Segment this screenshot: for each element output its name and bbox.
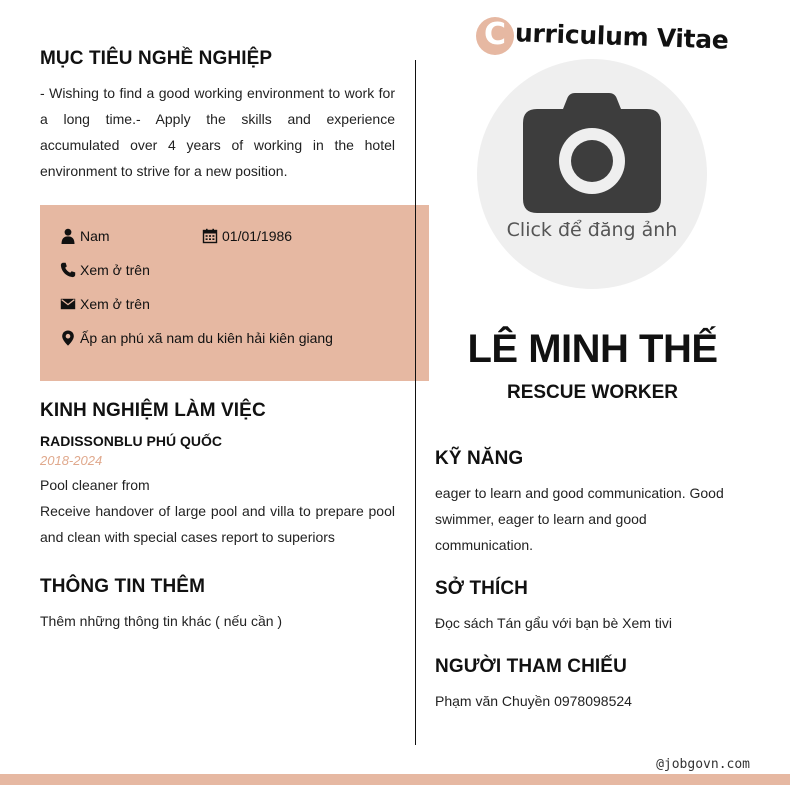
address-value: Ấp an phú xã nam du kiên hải kiên giang xyxy=(80,330,333,346)
upload-photo-label[interactable]: Click để đăng ảnh xyxy=(506,219,678,241)
person-icon xyxy=(60,228,76,244)
gender-row[interactable] xyxy=(60,228,110,244)
birthdate-row[interactable] xyxy=(202,228,292,244)
gender-value: Nam xyxy=(80,228,110,244)
cv-logo-text: urriculum Vitae xyxy=(514,17,729,55)
job-description[interactable]: Receive handover of large pool and villa to prepare pool and clean with special cases report to superiors xyxy=(40,503,395,545)
skills-section xyxy=(435,448,735,558)
experience-heading: KINH NGHIỆM LÀM VIỆC xyxy=(40,400,266,421)
job-position[interactable]: Pool cleaner from xyxy=(40,477,150,493)
hobbies-heading: SỞ THÍCH xyxy=(435,578,529,599)
references-heading: NGƯỜI THAM CHIẾU xyxy=(435,656,627,677)
references-text[interactable]: Phạm văn Chuyền 0978098524 xyxy=(435,693,632,709)
phone-value: Xem ở trên xyxy=(80,262,150,278)
email-value: Xem ở trên xyxy=(80,296,150,312)
birthdate-value: 01/01/1986 xyxy=(222,228,293,244)
calendar-icon xyxy=(202,228,218,244)
cv-logo-circle xyxy=(476,17,514,55)
career-objective-heading: MỤC TIÊU NGHỀ NGHIỆP xyxy=(40,48,273,69)
hobbies-text[interactable]: Đọc sách Tán gẩu với bạn bè Xem tivi xyxy=(435,615,672,631)
watermark: @jobgovn.com xyxy=(656,757,750,772)
work-period[interactable]: 2018-2024 xyxy=(40,453,103,468)
more-info-heading: THÔNG TIN THÊM xyxy=(40,576,205,597)
phone-row[interactable] xyxy=(60,262,150,278)
more-info-section xyxy=(40,576,395,634)
envelope-icon xyxy=(60,296,76,312)
career-objective-text[interactable]: - Wishing to find a good working environment to work for a long time.- Apply the skills and experience accumulated over 4 years of working in the hotel environment to strive for a new position. xyxy=(40,85,395,179)
references-section xyxy=(435,656,755,714)
avatar-upload[interactable] xyxy=(477,59,707,289)
personal-info-box xyxy=(40,205,429,381)
skills-text[interactable]: eager to learn and good communication. Good swimmer, eager to learn and good communication. xyxy=(435,485,724,553)
more-info-text[interactable]: Thêm những thông tin khác ( nếu cần ) xyxy=(40,613,283,629)
career-objective-section xyxy=(40,48,395,184)
skills-heading: KỸ NĂNG xyxy=(435,448,524,469)
map-pin-icon xyxy=(60,330,76,346)
company-name[interactable]: RADISSONBLU PHÚ QUỐC xyxy=(40,433,223,449)
phone-icon xyxy=(60,262,76,278)
camera-icon xyxy=(523,93,661,213)
email-row[interactable] xyxy=(60,296,150,312)
experience-section xyxy=(40,400,395,550)
hobbies-section xyxy=(435,578,755,636)
address-row[interactable] xyxy=(60,330,333,346)
bottom-accent-bar xyxy=(0,774,790,785)
candidate-job-title[interactable]: RESCUE WORKER xyxy=(506,382,678,403)
cv-logo-initial: C xyxy=(483,17,507,52)
cv-logo xyxy=(476,17,729,55)
candidate-name[interactable]: LÊ MINH THẾ xyxy=(467,327,718,371)
